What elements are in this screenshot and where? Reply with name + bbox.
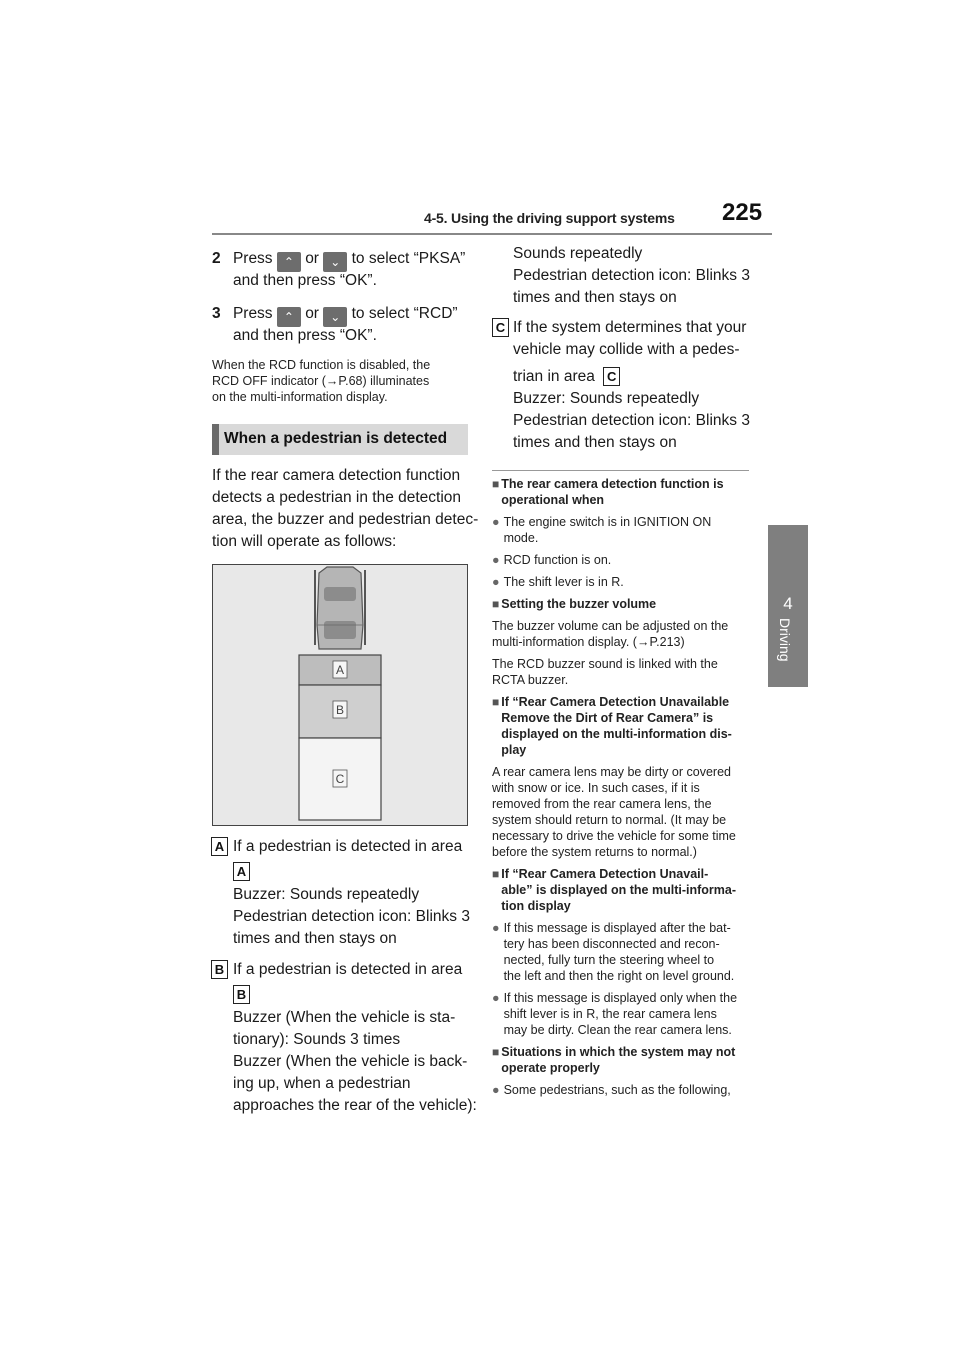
up-key-icon: ⌃ — [277, 252, 301, 272]
item-c-intro: If the system determines that your vehicle may collide with a pedes- — [513, 319, 747, 358]
bullet-pedestrians: ● Some pedestrians, such as the following, — [492, 1083, 731, 1097]
step-2-line-2: and then press “OK”. — [233, 272, 377, 289]
round-bullet-icon: ● — [492, 575, 500, 589]
note-heading-not-operate: ■ Situations in which the system may not operate properly — [492, 1045, 736, 1075]
up-key-icon: ⌃ — [277, 307, 301, 327]
step-2: 2 Press ⌃ or ⌄ to select “PKSA” — [212, 248, 465, 272]
bullet-shift-lens: ● If this message is displayed only when the shift lever is in R, the rear camera lens may be dirty. Clean the rear camera lens. — [492, 991, 738, 1037]
zone-c-label: C — [335, 772, 345, 786]
bullet-ignition: ● The engine switch is in IGNITION ON mode. — [492, 515, 712, 545]
dirty-lens-text: A rear camera lens may be dirty or covered with snow or ice. In such cases, if it is removed from the rear camera lens, the system should return to normal. (It may be necessary to drive the vehicle for some time before the system returns to normal.) — [492, 765, 736, 859]
step-3-line-2: and then press “OK”. — [233, 327, 377, 344]
bullet-rcd-on: ● RCD function is on. — [492, 553, 612, 567]
note-heading-remove-dirt: ■ If “Rear Camera Detection Unavailable Remove the Dirt of Rear Camera” is displayed on the multi-information dis- play — [492, 695, 732, 757]
item-b-line1: If a pedestrian is detected in area — [233, 961, 463, 978]
note-heading-unavailable: ■ If “Rear Camera Detection Unavail- able” is displayed on the multi-informa- tion display — [492, 867, 737, 913]
chapter-number: 4 — [783, 594, 793, 613]
note-heading-buzzer-volume: ■ Setting the buzzer volume — [492, 597, 657, 611]
zone-b-label: B — [335, 703, 345, 717]
header-rule — [212, 233, 772, 235]
item-b-area-tag: B — [233, 985, 250, 1004]
down-key-icon: ⌄ — [323, 307, 347, 327]
step-3: 3 Press ⌃ or ⌄ to select “RCD” — [212, 303, 458, 327]
round-bullet-icon: ● — [492, 921, 500, 935]
round-bullet-icon: ● — [492, 515, 500, 529]
section-heading: When a pedestrian is detected — [224, 430, 448, 447]
rcd-note: When the RCD function is disabled, the RCD OFF indicator (→P.68) illuminates on the multi-information display. — [212, 358, 431, 404]
bullet-shift-r: ● The shift lever is in R. — [492, 575, 624, 589]
item-a-line1: If a pedestrian is detected in area — [233, 838, 463, 855]
item-c-tag: C — [492, 318, 509, 337]
square-bullet-icon: ■ — [492, 695, 500, 709]
bullet-battery: ● If this message is displayed after the bat- tery has been disconnected and recon- nected, fully turn the steering wheel to the left and then the right on level ground. — [492, 921, 735, 983]
zone-a-label: A — [335, 663, 345, 677]
item-a-details: Buzzer: Sounds repeatedly Pedestrian detection icon: Blinks 3 times and then stays on — [233, 886, 470, 947]
square-bullet-icon: ■ — [492, 1045, 500, 1059]
page-number: 225 — [722, 199, 763, 226]
round-bullet-icon: ● — [492, 1083, 500, 1097]
square-bullet-icon: ■ — [492, 597, 500, 611]
intro-paragraph: If the rear camera detection function detects a pedestrian in the detection area, the buzzer and pedestrian detec- tion will operate as follows: — [212, 467, 479, 550]
item-b-details: Buzzer (When the vehicle is sta- tionary): Sounds 3 times Buzzer (When the vehicle is back- ing up, when a pedestrian approaches the rear of the vehicle): — [233, 1009, 477, 1114]
detection-area-illustration — [213, 565, 467, 825]
round-bullet-icon: ● — [492, 991, 500, 1005]
notes-block — [492, 476, 752, 1098]
item-c-details: Buzzer: Sounds repeatedly Pedestrian detection icon: Blinks 3 times and then stays on — [513, 390, 750, 451]
item-b-tag: B — [211, 960, 228, 979]
square-bullet-icon: ■ — [492, 477, 500, 491]
buzzer-volume-text: The buzzer volume can be adjusted on the multi-information display. (→P.213) — [492, 619, 729, 649]
section-title-header: 4-5. Using the driving support systems — [424, 210, 675, 226]
step-3-number: 3 — [212, 305, 221, 322]
detection-area-diagram — [212, 564, 468, 826]
item-a-area-tag: A — [233, 862, 250, 881]
round-bullet-icon: ● — [492, 553, 500, 567]
notes-divider — [492, 470, 749, 471]
item-c-area-line: trian in area C — [513, 366, 620, 388]
step-2-number: 2 — [212, 250, 221, 267]
chapter-label: Driving — [777, 618, 793, 662]
item-c-area-tag: C — [603, 367, 620, 386]
square-bullet-icon: ■ — [492, 867, 500, 881]
rcta-link-text: The RCD buzzer sound is linked with the RCTA buzzer. — [492, 657, 718, 687]
vehicle-icon — [315, 567, 365, 649]
item-b-continued: Sounds repeatedly Pedestrian detection icon: Blinks 3 times and then stays on — [513, 245, 750, 306]
note-heading-operational: ■ The rear camera detection function is operational when — [492, 477, 724, 507]
down-key-icon: ⌄ — [323, 252, 347, 272]
item-a-tag: A — [211, 837, 228, 856]
